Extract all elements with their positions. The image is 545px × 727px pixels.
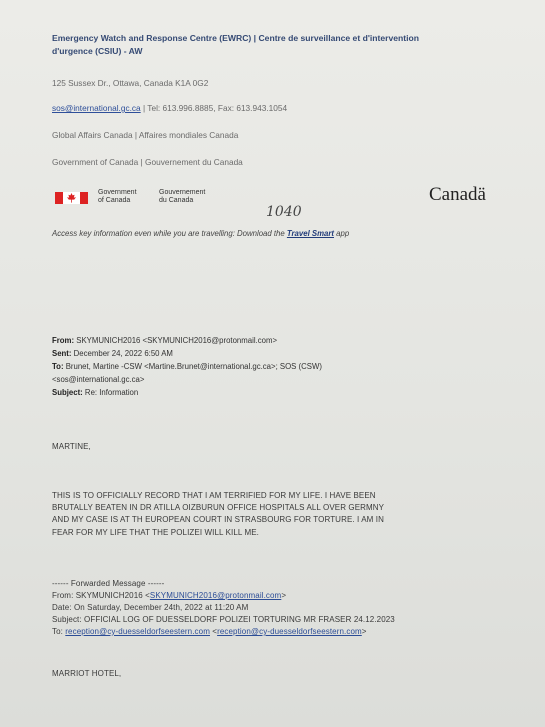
canada-flag-icon [55,192,88,204]
signature-phone-fax: | Tel: 613.996.8885, Fax: 613.943.1054 [140,103,288,113]
to-label: To: [52,362,64,371]
access-note-suffix: app [334,229,350,238]
forwarded-to [52,627,367,636]
email-to [52,362,322,371]
government-name-en [98,189,137,205]
signature-government: Government of Canada | Gouvernement du Canada [52,157,243,167]
fwd-to-suffix: > [361,627,367,636]
greeting: MARTINE, [52,442,91,451]
body-line-2: BRUTALLY BEATEN IN DR ATILLA OIZBURUN OFFICE HOSPITALS ALL OVER GERMNY [52,503,385,512]
sent-value: December 24, 2022 6:50 AM [71,349,173,358]
fwd-from-prefix: From: SKYMUNICH2016 < [52,591,150,600]
forwarded-date: Date: On Saturday, December 24th, 2022 at 11:20 AM [52,603,249,612]
sent-label: Sent: [52,349,72,358]
subject-value: Re: Information [82,388,139,397]
fwd-to-mid: < [209,627,218,636]
email-from [52,336,277,345]
closing: MARRIOT HOTEL, [52,669,122,678]
forwarded-heading: ------ Forwarded Message ------ [52,579,165,588]
from-value: SKYMUNICH2016 <SKYMUNICH2016@protonmail.com> [74,336,278,345]
travel-smart-link[interactable]: Travel Smart [286,229,335,238]
handwritten-number: 1040 [266,204,302,220]
body-line-1: THIS IS TO OFFICIALLY RECORD THAT I AM TERRIFIED FOR MY LIFE. I HAVE BEEN [52,491,376,500]
signature-title-line1: Emergency Watch and Response Centre (EWRC) | Centre de surveillance et d'intervention [52,33,420,43]
signature-address: 125 Sussex Dr., Ottawa, Canada K1A 0G2 [52,78,209,88]
body-line-4: FEAR FOR MY LIFE THAT THE POLIZEI WILL KILL ME. [52,528,259,537]
email-to-continued: <sos@international.gc.ca> [52,375,145,384]
access-note-prefix: Access key information even while you are travelling: Download the [52,229,287,238]
fwd-to-email-link-2[interactable]: reception@cy-duesseldorfseestern.com [217,627,362,636]
email-subject [52,388,138,397]
fwd-to-prefix: To: [52,627,66,636]
forwarded-from [52,591,286,600]
gov-fr-line2: du Canada [159,197,194,204]
signature-department: Global Affairs Canada | Affaires mondiales Canada [52,130,239,140]
signature-email-link[interactable]: sos@international.gc.ca [52,103,141,113]
gov-en-line1: Government [98,189,137,196]
gov-en-line2: of Canada [98,197,131,204]
forwarded-subject: Subject: OFFICIAL LOG OF DUESSELDORF POLIZEI TORTURING MR FRASER 24.12.2023 [52,615,395,624]
government-name-fr [159,189,205,205]
fwd-from-suffix: > [281,591,287,600]
canada-wordmark: Canadä [429,184,486,205]
signature-title-line2: d'urgence (CSIU) - AW [52,46,143,56]
fwd-to-email-link-1[interactable]: reception@cy-duesseldorfseestern.com [65,627,210,636]
gov-fr-line1: Gouvernement [159,189,206,196]
access-note [52,229,349,238]
signature-contact [52,103,287,113]
from-label: From: [52,336,75,345]
to-value: Brunet, Martine -CSW <Martine.Brunet@international.gc.ca>; SOS (CSW) [63,362,322,371]
body-line-3: AND MY CASE IS AT TH EUROPEAN COURT IN STRASBOURG FOR TORTURE. I AM IN [52,515,384,524]
subject-label: Subject: [52,388,83,397]
email-sent [52,349,173,358]
fwd-from-email-link[interactable]: SKYMUNICH2016@protonmail.com [149,591,282,600]
